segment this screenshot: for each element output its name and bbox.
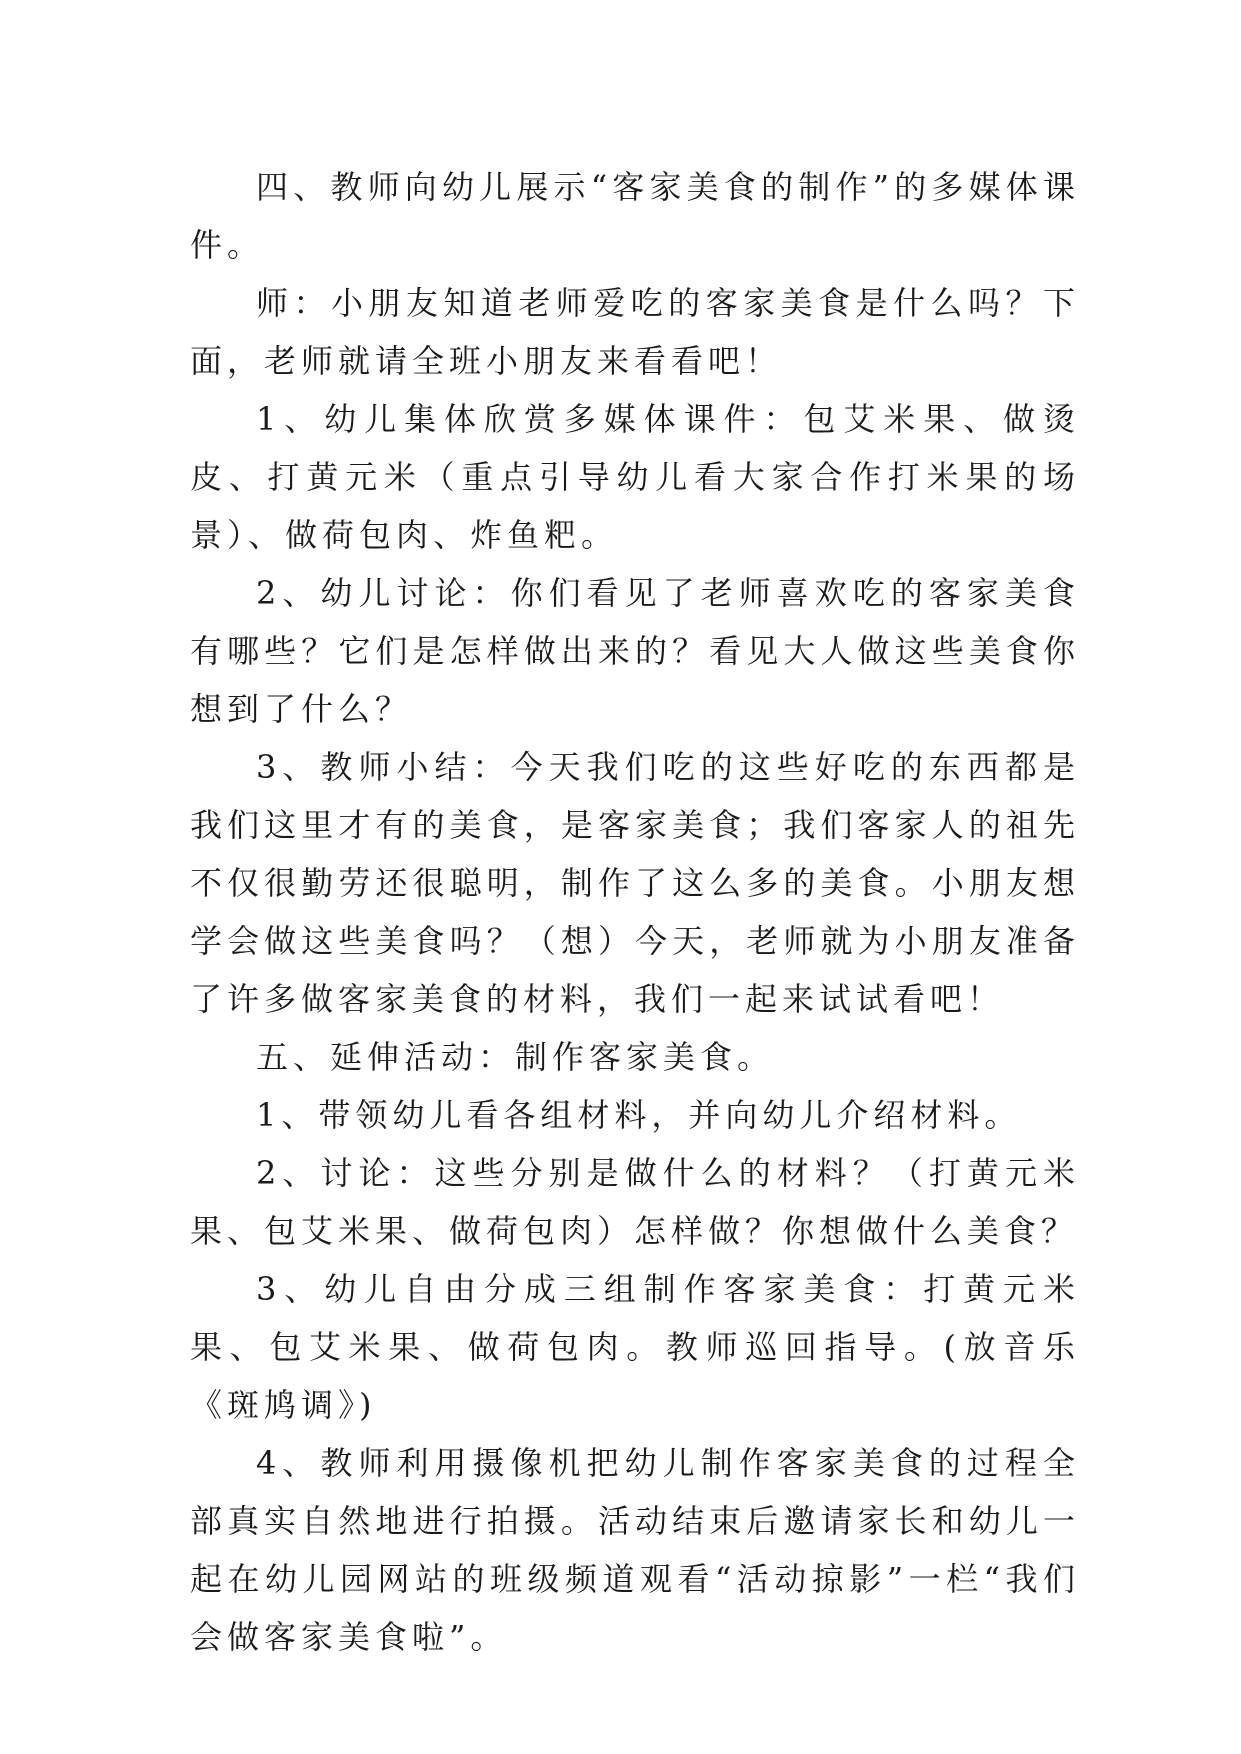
paragraph-teacher-intro: 师：小朋友知道老师爱吃的客家美食是什么吗？下面，老师就请全班小朋友来看看吧！ [190, 284, 1080, 380]
paragraph-step-1: 1、幼儿集体欣赏多媒体课件：包艾米果、做烫皮、打黄元米（重点引导幼儿看大家合作打米果的场景）、做荷包肉、炸鱼粑。 [190, 400, 1080, 554]
paragraph-extension-1: 1、带领幼儿看各组材料，并向幼儿介绍材料。 [256, 1096, 1022, 1134]
paragraph-step-3: 3、教师小结：今天我们吃的这些好吃的东西都是我们这里才有的美食，是客家美食；我们客家人的祖先不仅很勤劳还很聪明，制作了这么多的美食。小朋友想学会做这些美食吗？（想）今天，老师就为小朋友准备了许多做客家美食的材料，我们一起来试试看吧！ [190, 748, 1080, 1018]
paragraph-extension-2: 2、讨论：这些分别是做什么的材料？（打黄元米果、包艾米果、做荷包肉）怎样做？你想做什么美食？ [190, 1154, 1080, 1250]
paragraph-step-2: 2、幼儿讨论：你们看见了老师喜欢吃的客家美食有哪些？它们是怎样做出来的？看见大人做这些美食你想到了什么？ [190, 574, 1080, 728]
section-heading-four: 四、教师向幼儿展示“客家美食的制作”的多媒体课件。 [190, 168, 1080, 264]
paragraph-extension-4: 4、教师利用摄像机把幼儿制作客家美食的过程全部真实自然地进行拍摄。活动结束后邀请家长和幼儿一起在幼儿园网站的班级频道观看“活动掠影”一栏“我们会做客家美食啦”。 [190, 1444, 1080, 1656]
document-body [190, 158, 1080, 1666]
paragraph-extension-3: 3、幼儿自由分成三组制作客家美食：打黄元米果、包艾米果、做荷包肉。教师巡回指导。(放音乐《斑鸠调》) [190, 1270, 1080, 1424]
section-heading-five: 五、延伸活动：制作客家美食。 [256, 1038, 775, 1076]
